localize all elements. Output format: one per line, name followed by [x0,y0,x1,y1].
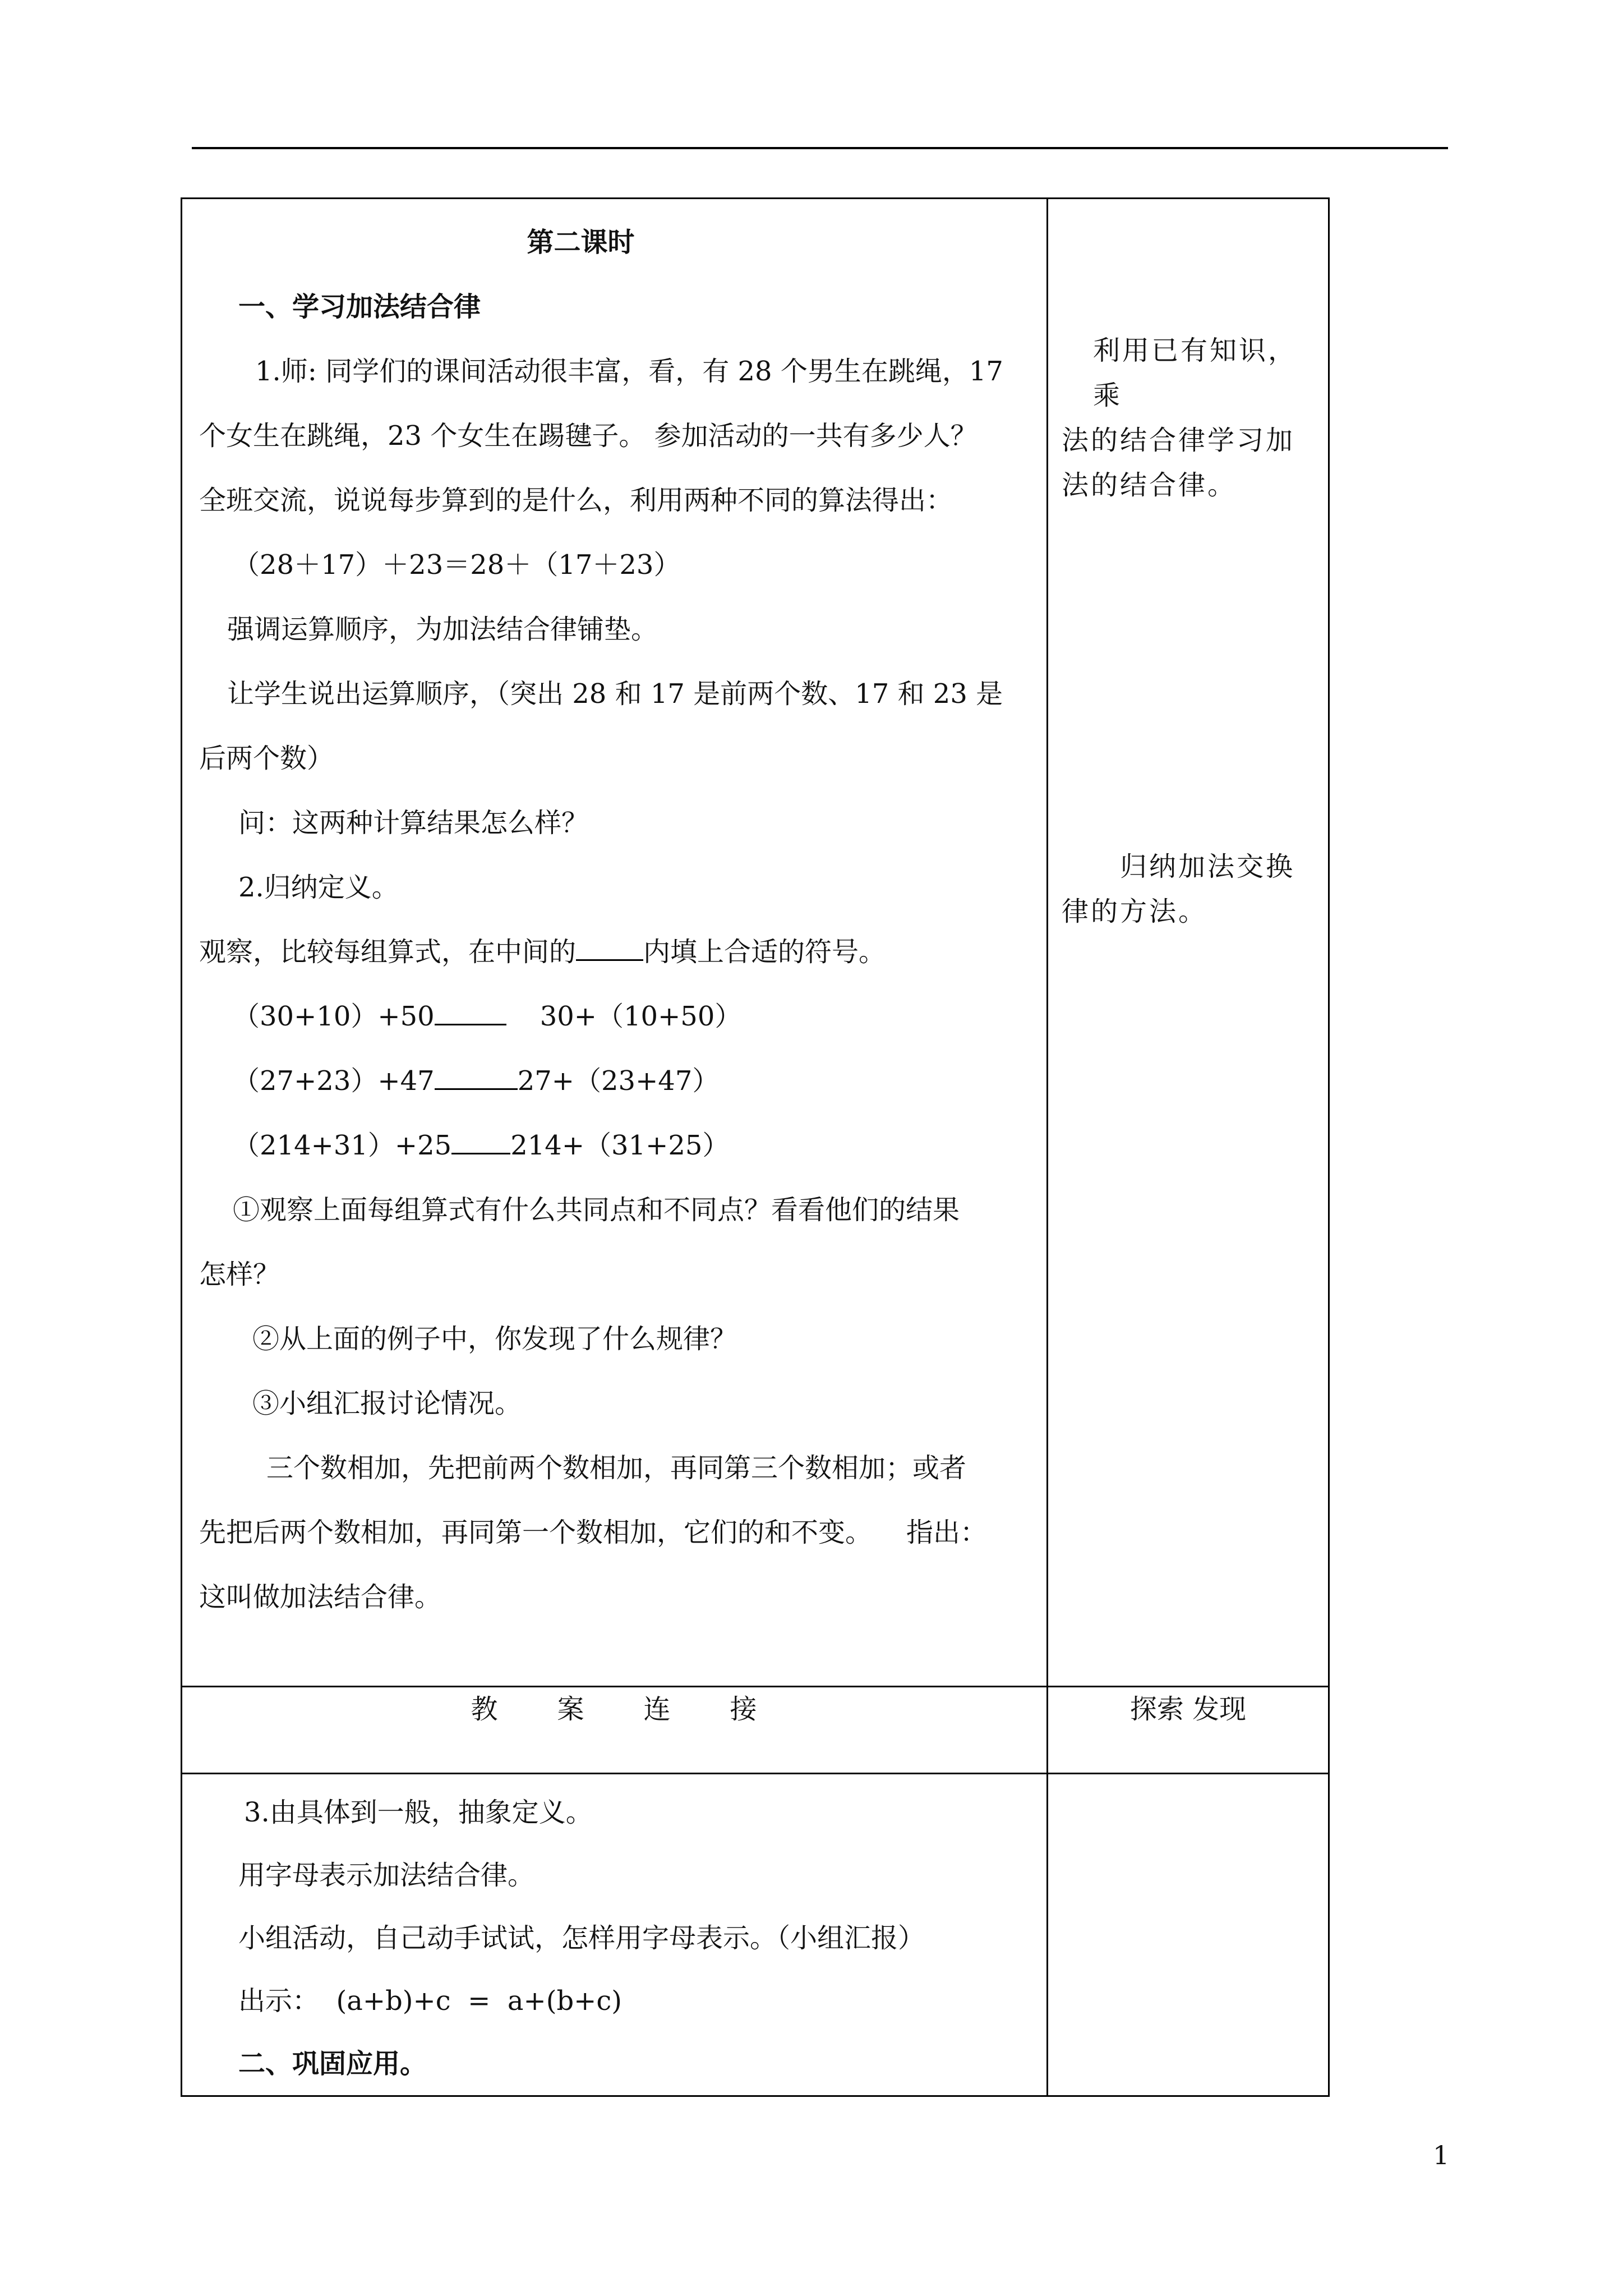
section-heading: 一、学习加法结合律 [238,291,481,323]
equation-right: 214+（31+25） [510,1130,730,1161]
note-line: 法的结合律学习加 [1062,425,1295,456]
side-note [1062,328,1315,508]
conclusion-line: 先把后两个数相加，再同第一个数相加，它们的和不变。 指出： [199,1517,988,1548]
header-rule [192,147,1448,149]
text-fragment: 内填上合适的符号。 [643,936,886,968]
conclusion-line: 这叫做加法结合律。 [199,1581,442,1613]
text-line: 后两个数） [199,743,334,774]
text-line: 让学生说出运算顺序，（突出 28 和 17 是前两个数、17 和 23 是 [227,678,1003,710]
text-line: 小组活动，自己动手试试，怎样用字母表示。（小组汇报） [238,1922,925,1954]
formula-line: 出示： (a+b)+c = a+(b+c) [238,1985,623,2017]
table-row [182,1774,1329,2096]
answer-blank [451,1130,510,1154]
text-line: 问：这两种计算结果怎么样？ [238,807,589,839]
note-line: 归纳加法交换 [1120,851,1295,882]
note-line: 律的方法。 [1062,896,1208,927]
question-line: ③小组汇报讨论情况。 [252,1388,522,1419]
question-line: ①观察上面每组算式有什么共同点和不同点？看看他们的结果 [233,1194,960,1226]
equation-line: （28＋17）＋23＝28＋（17＋23） [233,549,681,581]
answer-blank [576,937,643,961]
equation-right: 30+（10+50） [540,1001,742,1032]
header-char: 接 [730,1694,758,1725]
question-line: ②从上面的例子中，你发现了什么规律？ [252,1323,737,1355]
equation-pair [199,984,1030,1049]
section-heading: 二、巩固应用。 [238,2048,427,2079]
observe-instruction [199,920,1030,984]
text-line: 用字母表示加法结合律。 [238,1860,535,1891]
text-fragment: 观察，比较每组算式，在中间的 [199,936,577,968]
lesson-title: 第二课时 [527,227,635,258]
equation-right: 27+（23+47） [517,1065,720,1097]
text-line: 2.归纳定义。 [238,872,399,903]
table-header-side: 探索 发现 [1048,1687,1329,1774]
equation-pair [199,1114,1030,1178]
text-line: 全班交流，说说每步算到的是什么，利用两种不同的算法得出： [199,485,953,516]
side-note [1062,844,1315,934]
table-row [182,199,1329,1687]
equation-left: （27+23）+47 [233,1065,435,1097]
header-char: 连 [643,1694,672,1725]
text-line: 强调运算顺序，为加法结合律铺垫。 [227,614,658,645]
equation-pair [199,1049,1030,1114]
equation-left: （30+10）+50 [233,1001,435,1032]
header-char: 教 [471,1694,499,1725]
text-line: 3.由具体到一般，抽象定义。 [244,1797,593,1828]
lesson-content-cell [182,1774,1048,2096]
lesson-content-cell [182,199,1048,1687]
answer-blank [435,1001,506,1025]
text-line: 1.师: 同学们的课间活动很丰富，看，有 28 个男生在跳绳，17 [255,356,1003,387]
lesson-plan-table [181,197,1330,2097]
answer-blank [435,1066,518,1090]
note-line: 法的结合律。 [1062,470,1237,501]
conclusion-line: 三个数相加，先把前两个数相加，再同第三个数相加；或者 [266,1452,967,1484]
question-line: 怎样？ [199,1259,280,1290]
side-note-cell [1048,199,1329,1687]
header-char: 案 [557,1694,585,1725]
table-header-row [182,1687,1329,1774]
side-note-cell [1048,1774,1329,2096]
note-line: 利用已有知识，乘 [1093,335,1298,411]
text-line: 个女生在跳绳，23 个女生在踢毽子。 参加活动的一共有多少人？ [199,420,978,452]
equation-left: （214+31）+25 [233,1130,452,1161]
page-number: 1 [1433,2140,1450,2170]
table-header-main [182,1687,1048,1774]
